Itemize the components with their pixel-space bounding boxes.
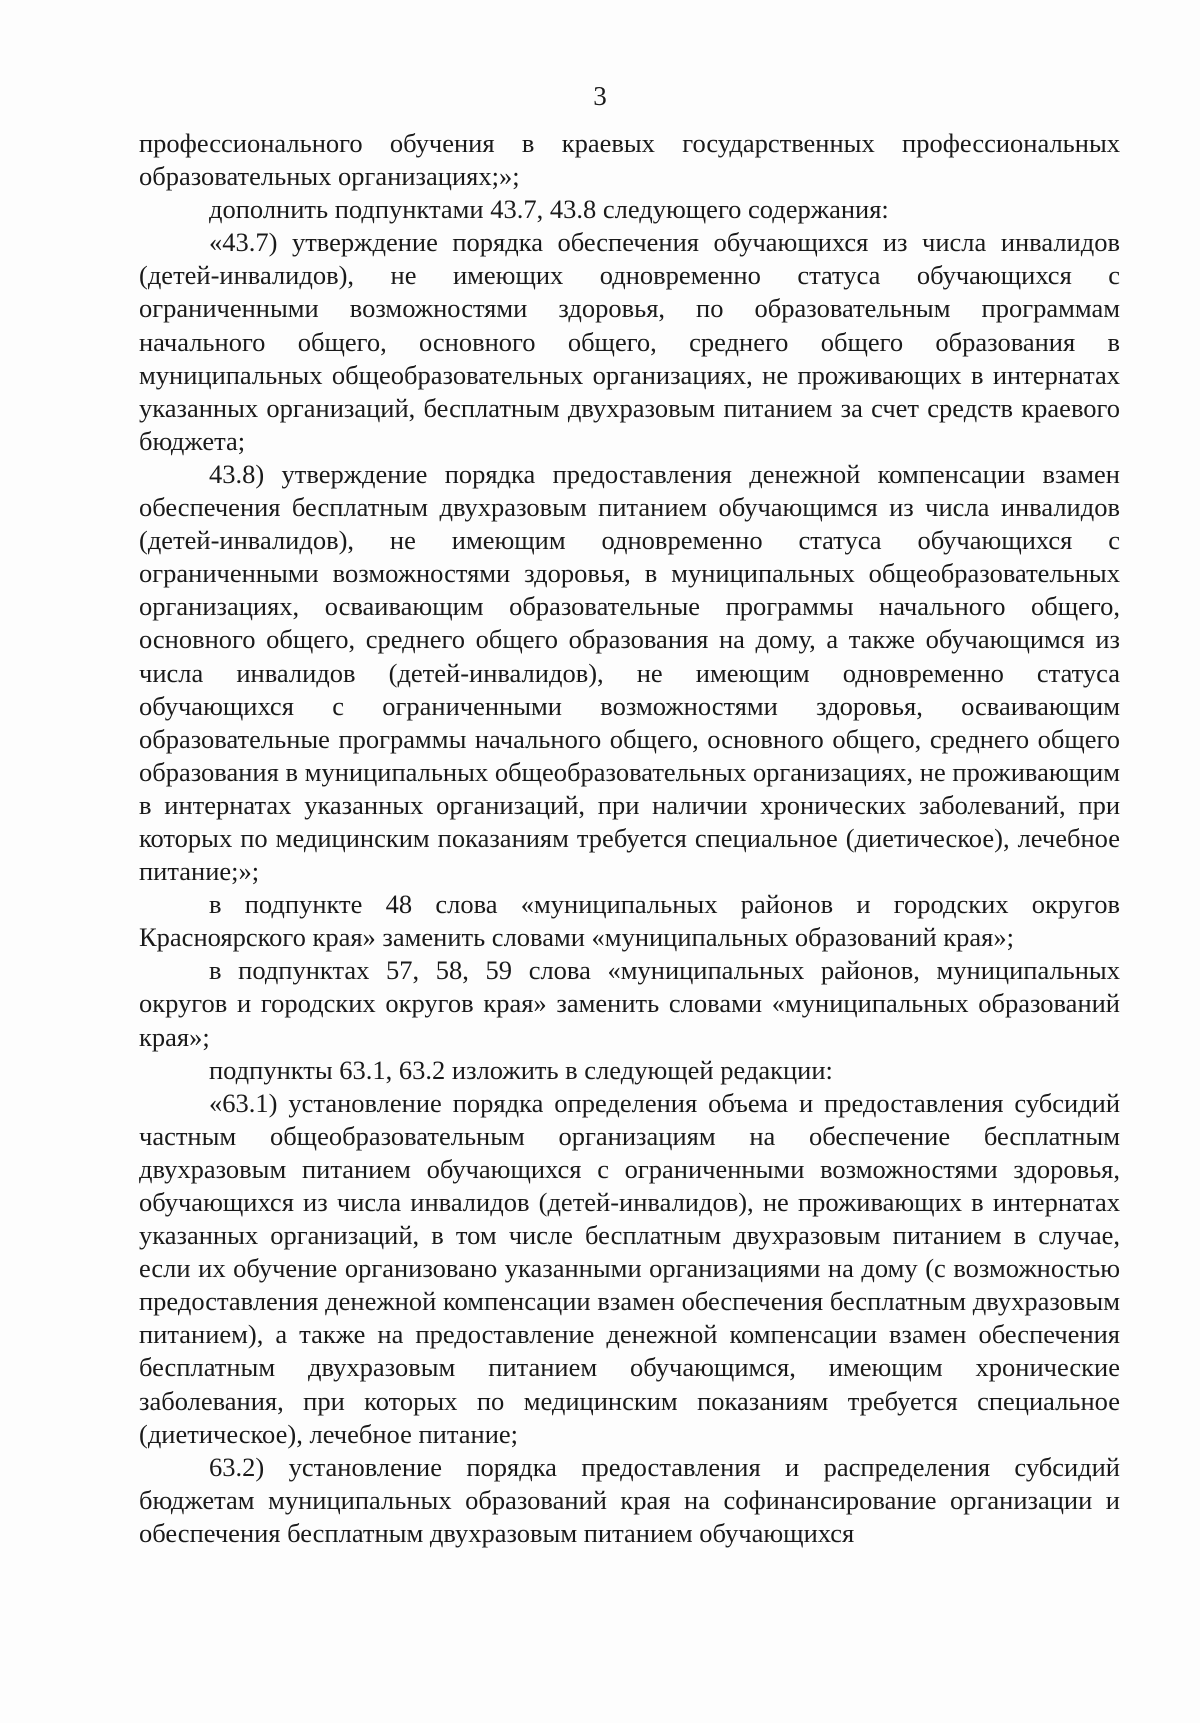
paragraph: в подпунктах 57, 58, 59 слова «муниципальных районов, муниципальных округов и городских округов края» заменить словами «муниципальных образований края»;	[139, 955, 1120, 1052]
paragraph: профессионального обучения в краевых государственных профессиональных образовательных организациях;»;	[139, 128, 1120, 192]
page-number: 3	[593, 81, 607, 111]
paragraph: подпункты 63.1, 63.2 изложить в следующей редакции:	[209, 1054, 833, 1085]
paragraph: «63.1) установление порядка определения объема и предоставления субсидий частным общеобразовательным организациям на обеспечение бесплатным двухразовым питанием обучающихся с ограниченными возможностями здоровья, обучающихся из числа инвалидов (детей-инвалидов), не проживающих в интернатах указанных организаций, в том числе бесплатным двухразовым питанием в случае, если их обучение организовано указанными организациями на дому (с возможностью предоставления денежной компенсации взамен обеспечения бесплатным двухразовым питанием), а также на предоставление денежной компенсации взамен обеспечения бесплатным двухразовым питанием обучающимся, имеющим хронические заболевания, при которых по медицинским показаниям требуется специальное (диетическое), лечебное питание;	[139, 1087, 1120, 1449]
paragraph: 63.2) установление порядка предоставления и распределения субсидий бюджетам муниципальных образований края на софинансирование организации и обеспечения бесплатным двухразовым питанием обучающихся	[139, 1451, 1120, 1548]
document-body	[139, 127, 1120, 1550]
paragraph: дополнить подпунктами 43.7, 43.8 следующего содержания:	[209, 194, 889, 225]
paragraph: 43.8) утверждение порядка предоставления денежной компенсации взамен обеспечения бесплатным двухразовым питанием обучающимся из числа инвалидов (детей-инвалидов), не имеющим одновременно статуса обучающихся с ограниченными возможностями здоровья, в муниципальных общеобразовательных организациях, осваивающим образовательные программы начального общего, основного общего, среднего общего образования на дому, а также обучающимся из числа инвалидов (детей-инвалидов), не имеющим одновременно статуса обучающихся с ограниченными возможностями здоровья, осваивающим образовательные программы начального общего, основного общего, среднего общего образования в муниципальных общеобразовательных организациях, не проживающим в интернатах указанных организаций, при наличии хронических заболеваний, при которых по медицинским показаниям требуется специальное (диетическое), лечебное питание;»;	[139, 458, 1120, 887]
paragraph: в подпункте 48 слова «муниципальных районов и городских округов Красноярского края» заменить словами «муниципальных образований края»;	[139, 889, 1120, 953]
paragraph: «43.7) утверждение порядка обеспечения обучающихся из числа инвалидов (детей-инвалидов), не имеющих одновременно статуса обучающихся с ограниченными возможностями здоровья, по образовательным программам начального общего, основного общего, среднего общего образования в муниципальных общеобразовательных организациях, не проживающих в интернатах указанных организаций, бесплатным двухразовым питанием за счет средств краевого бюджета;	[139, 227, 1120, 456]
